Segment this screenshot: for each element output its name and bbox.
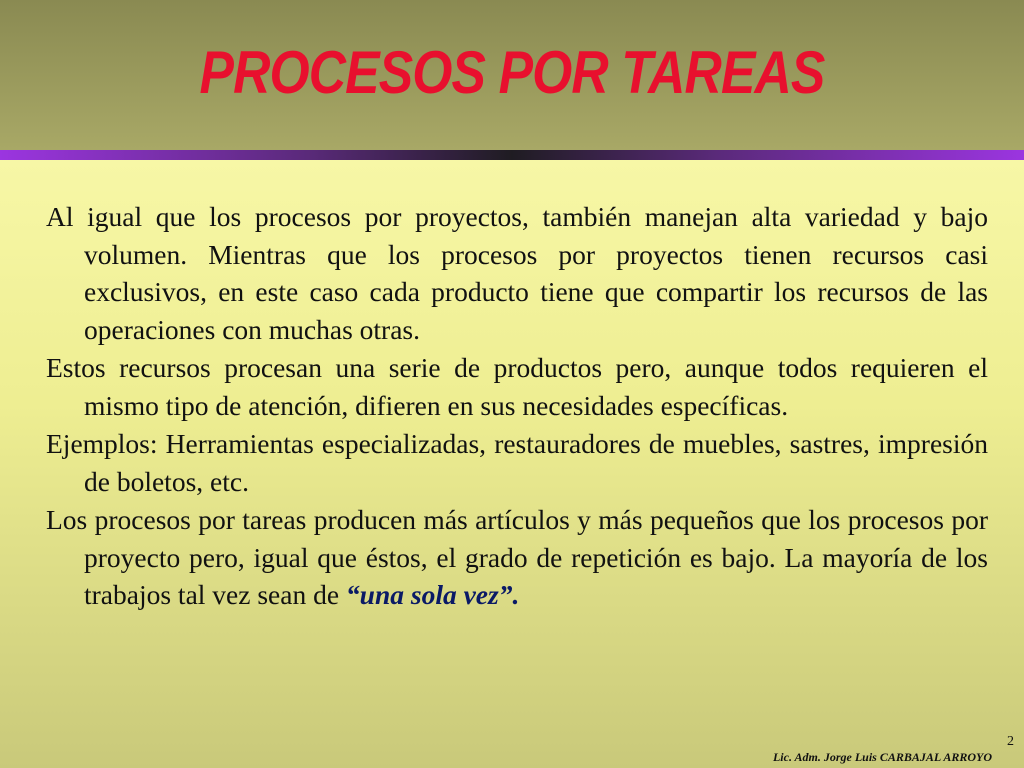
page-number: 2 — [1007, 734, 1014, 749]
slide-body — [46, 198, 988, 615]
emphasized-quote: “una sola vez”. — [345, 579, 520, 610]
paragraph-4 — [46, 501, 988, 614]
header-divider — [0, 150, 1024, 160]
slide-title: PROCESOS POR TAREAS — [199, 39, 825, 106]
paragraph-2: Estos recursos procesan una serie de productos pero, aunque todos requieren el mismo tipo de atención, difieren en sus necesidades específicas. — [46, 352, 988, 421]
paragraph-4-text: Los procesos por tareas producen más artículos y más pequeños que los procesos por proyecto pero, igual que éstos, el grado de repetición es bajo. La mayoría de los trabajos tal vez sean de — [46, 504, 988, 610]
paragraph-3: Ejemplos: Herramientas especializadas, restauradores de muebles, sastres, impresión de boletos, etc. — [46, 428, 988, 497]
author-footer: Lic. Adm. Jorge Luis CARBAJAL ARROYO — [772, 750, 992, 764]
paragraph-1: Al igual que los procesos por proyectos, también manejan alta variedad y bajo volumen. Mientras que los procesos por proyectos tienen recursos casi exclusivos, en este caso cada producto tiene que compartir los recursos de las operaciones con muchas otras. — [46, 201, 988, 345]
slide-header — [0, 0, 1024, 150]
